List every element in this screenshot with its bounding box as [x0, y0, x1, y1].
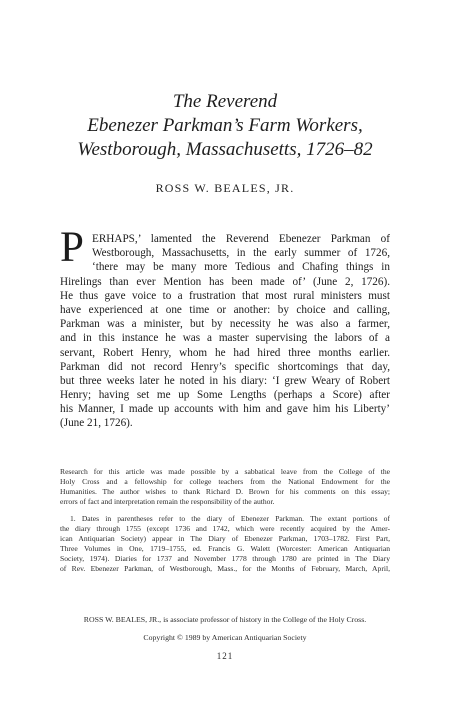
author-affiliation: ROSS W. BEALES, JR., is associate professor of history in the College of the Holy Cross.: [83, 615, 367, 624]
note-line: Holy Cross and a fellowship for college teachers from the National Endowment for the: [60, 477, 390, 486]
article-title: [40, 90, 410, 162]
body-line: his Manner, I made up accounts with him and gave him his Liberty’: [60, 403, 390, 416]
body-line: Hirelings than ever Mention has been made of’ (June 2, 1726).: [60, 275, 390, 288]
drop-cap: P: [60, 224, 84, 271]
note-line: Society, 1974). Diaries for 1737 and November 1778 through 1780 are printed in The Diary: [60, 554, 390, 563]
body-line: but three weeks later he noted in his diary: ‘I grew Weary of Robert: [60, 374, 390, 387]
note-line: Research for this article was made possible by a sabbatical leave from the College of the: [60, 467, 390, 476]
body-line: ERHAPS,’ lamented the Reverend Ebenezer Parkman of: [92, 233, 390, 245]
copyright-notice: Copyright © 1989 by American Antiquarian Society: [143, 633, 307, 642]
body-line: servant, Robert Henry, whom he had hired three months earlier.: [60, 346, 390, 359]
title-line-1: The Reverend: [172, 91, 278, 112]
body-paragraph: [60, 232, 390, 431]
note-line: Three Volumes in One, 1719–1755, ed. Francis G. Walett (Worcester: American Antiquarian: [60, 544, 390, 553]
page-number: 121: [216, 651, 234, 661]
note-line: ican Antiquarian Society) appear in The Diary of Ebenezer Parkman, 1703–1782. First Part,: [60, 534, 390, 543]
note-separator: [60, 507, 390, 514]
title-line-3: Westborough, Massachusetts, 1726–82: [77, 139, 373, 160]
body-line: He thus gave voice to a frustration that most rural ministers must: [60, 289, 390, 302]
author-byline: ROSS W. BEALES, JR.: [155, 181, 295, 195]
note-line: the diary through 1755 (except 1736 and 1742, which were recently acquired by the Amer-: [60, 524, 390, 533]
note-line: Humanities. The author wishes to thank Richard D. Brown for his comments on this essay;: [60, 487, 390, 496]
footnote-1: [60, 514, 390, 574]
title-line-2: Ebenezer Parkman’s Farm Workers,: [87, 115, 363, 136]
body-line: Henry; having set me up Some Lengths (perhaps a Score) after: [60, 389, 390, 402]
note-line: 1. Dates in parentheses refer to the diary of Ebenezer Parkman. The extant portions of: [70, 514, 390, 523]
body-line: ‘there may be many more Tedious and Chafing things in: [92, 261, 390, 274]
body-line: (June 21, 1726).: [60, 417, 133, 430]
body-line: Westborough, Massachusetts, in the early summer of 1726,: [92, 247, 390, 260]
body-line: Parkman was a minister, but by necessity he was also a farmer,: [60, 318, 390, 331]
note-line: errors of fact and interpretation remain the responsibility of the author.: [60, 497, 275, 506]
body-line: and in this instance he was a master supervising the labors of a: [60, 332, 390, 345]
page-footer: [40, 614, 410, 644]
body-line: Parkman did not record Henry’s specific shortcomings that day,: [60, 360, 390, 373]
body-line: have experienced at one time or another: by choice and calling,: [60, 303, 390, 316]
note-line: of Rev. Ebenezer Parkman, of Westborough, Mass., for the Months of February, March, April,: [60, 564, 390, 573]
footnotes: [60, 467, 390, 574]
acknowledgment-note: [60, 467, 390, 507]
